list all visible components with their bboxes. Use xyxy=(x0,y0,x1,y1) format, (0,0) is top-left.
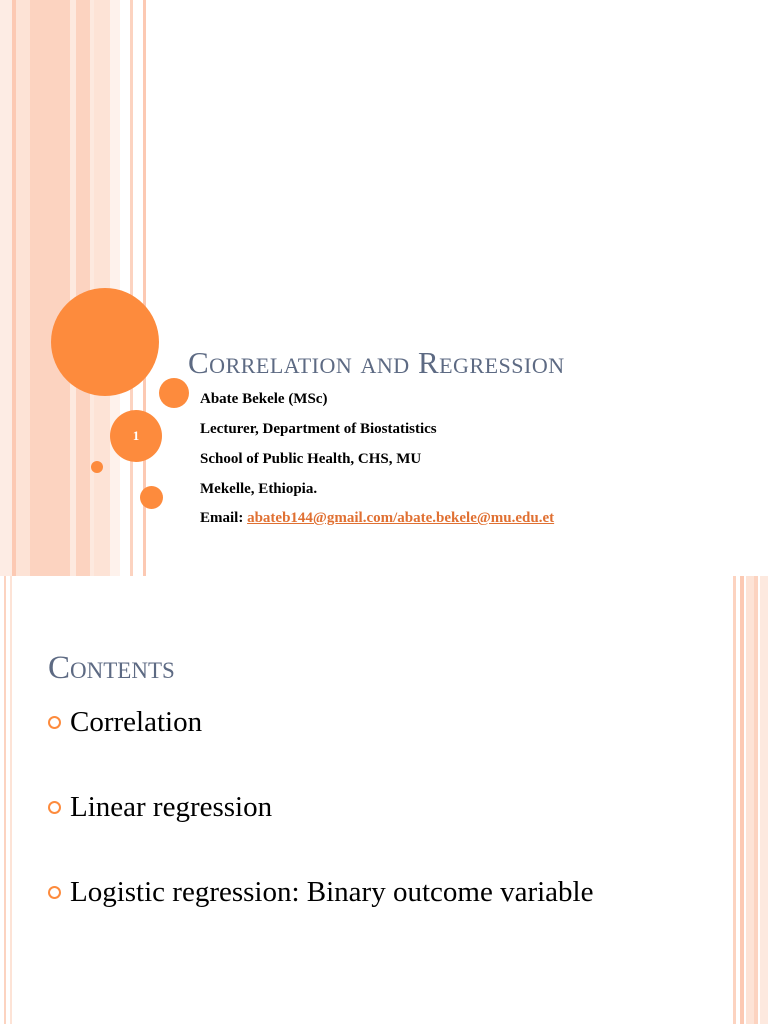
list-item xyxy=(48,791,272,824)
decorative-stripe xyxy=(30,0,70,576)
list-item-label: Linear regression xyxy=(70,791,273,823)
decorative-stripe xyxy=(130,0,133,576)
author-name: Abate Bekele (MSc) xyxy=(200,391,328,407)
list-item-label: Correlation xyxy=(70,706,203,738)
list-item-label: Logistic regression: Binary outcome variable xyxy=(70,876,594,908)
decorative-stripe xyxy=(733,576,736,1024)
decorative-stripe xyxy=(754,576,758,1024)
decorative-stripe xyxy=(760,576,768,1024)
email-line xyxy=(200,510,554,527)
list-item xyxy=(48,876,593,909)
decorative-stripe xyxy=(0,0,12,576)
bullet-ring-icon xyxy=(48,716,61,729)
decorative-circle-tiny xyxy=(91,461,103,473)
slide-title: Correlation and Regression xyxy=(188,345,565,380)
author-location: Mekelle, Ethiopia. xyxy=(200,481,318,497)
decorative-stripe xyxy=(10,576,12,1024)
slide-number: 1 xyxy=(132,428,140,443)
email-label: Email: xyxy=(200,510,248,526)
decorative-stripe xyxy=(76,0,90,576)
author-school: School of Public Health, CHS, MU xyxy=(200,451,422,467)
bullet-ring-icon xyxy=(48,886,61,899)
author-position: Lecturer, Department of Biostatistics xyxy=(200,421,437,437)
bullet-ring-icon xyxy=(48,801,61,814)
decorative-circle-small xyxy=(140,486,163,509)
email-link[interactable]: abateb144@gmail.com/abate.bekele@mu.edu.et xyxy=(247,510,555,526)
decorative-stripe xyxy=(746,576,754,1024)
decorative-stripe xyxy=(740,576,744,1024)
contents-title: Contents xyxy=(48,650,175,686)
decorative-stripe xyxy=(16,0,30,576)
decorative-circle-small xyxy=(159,378,189,408)
list-item xyxy=(48,706,202,739)
decorative-stripe xyxy=(4,576,6,1024)
decorative-circle-large xyxy=(51,288,159,396)
